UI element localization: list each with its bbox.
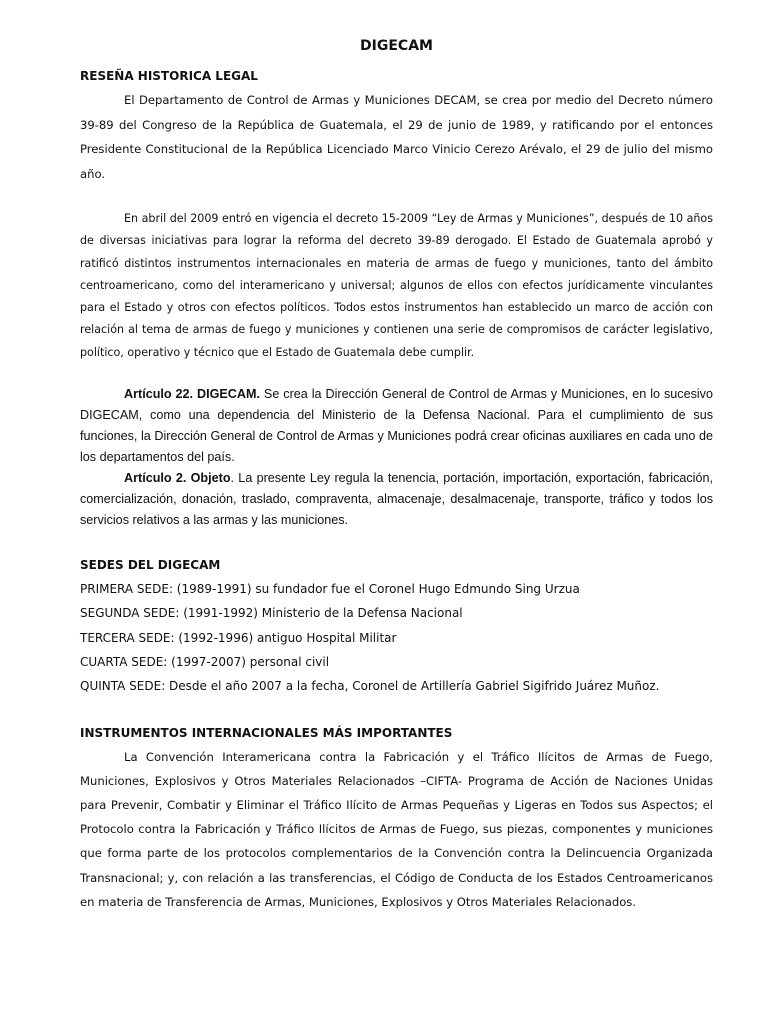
paragraph-ley-armas: En abril del 2009 entró en vigencia el decreto 15-2009 “Ley de Armas y Municiones”, después de 10 años de diversas iniciativas para lograr la reforma del decreto 39-89 derogado. El Estado de Guatemala aprobó y ratificó distintos instrumentos internacionales en materia de armas de fuego y municiones, tanto del ámbito centroamericano, como del interamericano y universal; algunos de ellos con efectos jurídicamente vinculantes para el Estado y otros con efectos políticos. Todos estos instrumentos han establecido un marco de acción con relación al tema de armas de fuego y municiones y contienen una serie de compromisos de carácter legislativo, político, operativo y técnico que el Estado de Guatemala debe cumplir.	[80, 212, 713, 359]
sede-item: QUINTA SEDE: Desde el año 2007 a la fecha, Coronel de Artillería Gabriel Sigifrido Juárez Muñoz.	[80, 679, 660, 694]
articulo-22-label: Artículo 22. DIGECAM.	[124, 387, 260, 402]
paragraph-articulo-22	[80, 384, 713, 468]
sede-item: PRIMERA SEDE: (1989-1991) su fundador fue el Coronel Hugo Edmundo Sing Urzua	[80, 582, 580, 597]
articulo-22-text: Se crea la Dirección General de Control de Armas y Municiones, en lo sucesivo DIGECAM, como una dependencia del Ministerio de la Defensa Nacional. Para el cumplimiento de sus funciones, la Dirección General de Control de Armas y Municiones podrá crear oficinas auxiliares en cada uno de los departamentos del país.	[80, 387, 713, 465]
section-heading-sedes: SEDES DEL DIGECAM	[80, 558, 221, 573]
paragraph-instrumentos: La Convención Interamericana contra la Fabricación y el Tráfico Ilícitos de Armas de Fuego, Municiones, Explosivos y Otros Materiales Relacionados –CIFTA- Programa de Acción de Naciones Unidas para Prevenir, Combatir y Eliminar el Tráfico Ilícito de Armas Pequeñas y Ligeras en Todos sus Aspectos; el Protocolo contra la Fabricación y Tráfico Ilícitos de Armas de Fuego, sus piezas, componentes y municiones que forma parte de los protocolos complementarios de la Convención contra la Delincuencia Organizada Transnacional; y, con relación a las transferencias, el Código de Conducta de los Estados Centroamericanos en materia de Transferencia de Armas, Municiones, Explosivos y Otros Materiales Relacionados.	[80, 749, 713, 909]
articulo-2-label: Artículo 2. Objeto	[124, 471, 231, 486]
section-heading-resena: RESEÑA HISTORICA LEGAL	[80, 69, 258, 83]
document-title: DIGECAM	[360, 38, 433, 54]
paragraph-articulo-2	[80, 468, 713, 531]
paragraph-decam-origin: El Departamento de Control de Armas y Municiones DECAM, se crea por medio del Decreto número 39-89 del Congreso de la República de Guatemala, el 29 de junio de 1989, y ratificando por el entonces Presidente Constitucional de la República Licenciado Marco Vinicio Cerezo Arévalo, el 29 de julio del mismo año.	[80, 93, 713, 181]
articulo-2-text: . La presente Ley regula la tenencia, portación, importación, exportación, fabricación, comercialización, donación, traslado, compraventa, almacenaje, desalmacenaje, transporte, tráfico y todos los servicios relativos a las armas y las municiones.	[80, 471, 713, 528]
sede-item: SEGUNDA SEDE: (1991-1992) Ministerio de la Defensa Nacional	[80, 606, 463, 621]
sede-item: TERCERA SEDE: (1992-1996) antiguo Hospital Militar	[80, 630, 397, 645]
section-heading-instrumentos: INSTRUMENTOS INTERNACIONALES MÁS IMPORTANTES	[80, 725, 453, 740]
sede-item: CUARTA SEDE: (1997-2007) personal civil	[80, 654, 330, 669]
